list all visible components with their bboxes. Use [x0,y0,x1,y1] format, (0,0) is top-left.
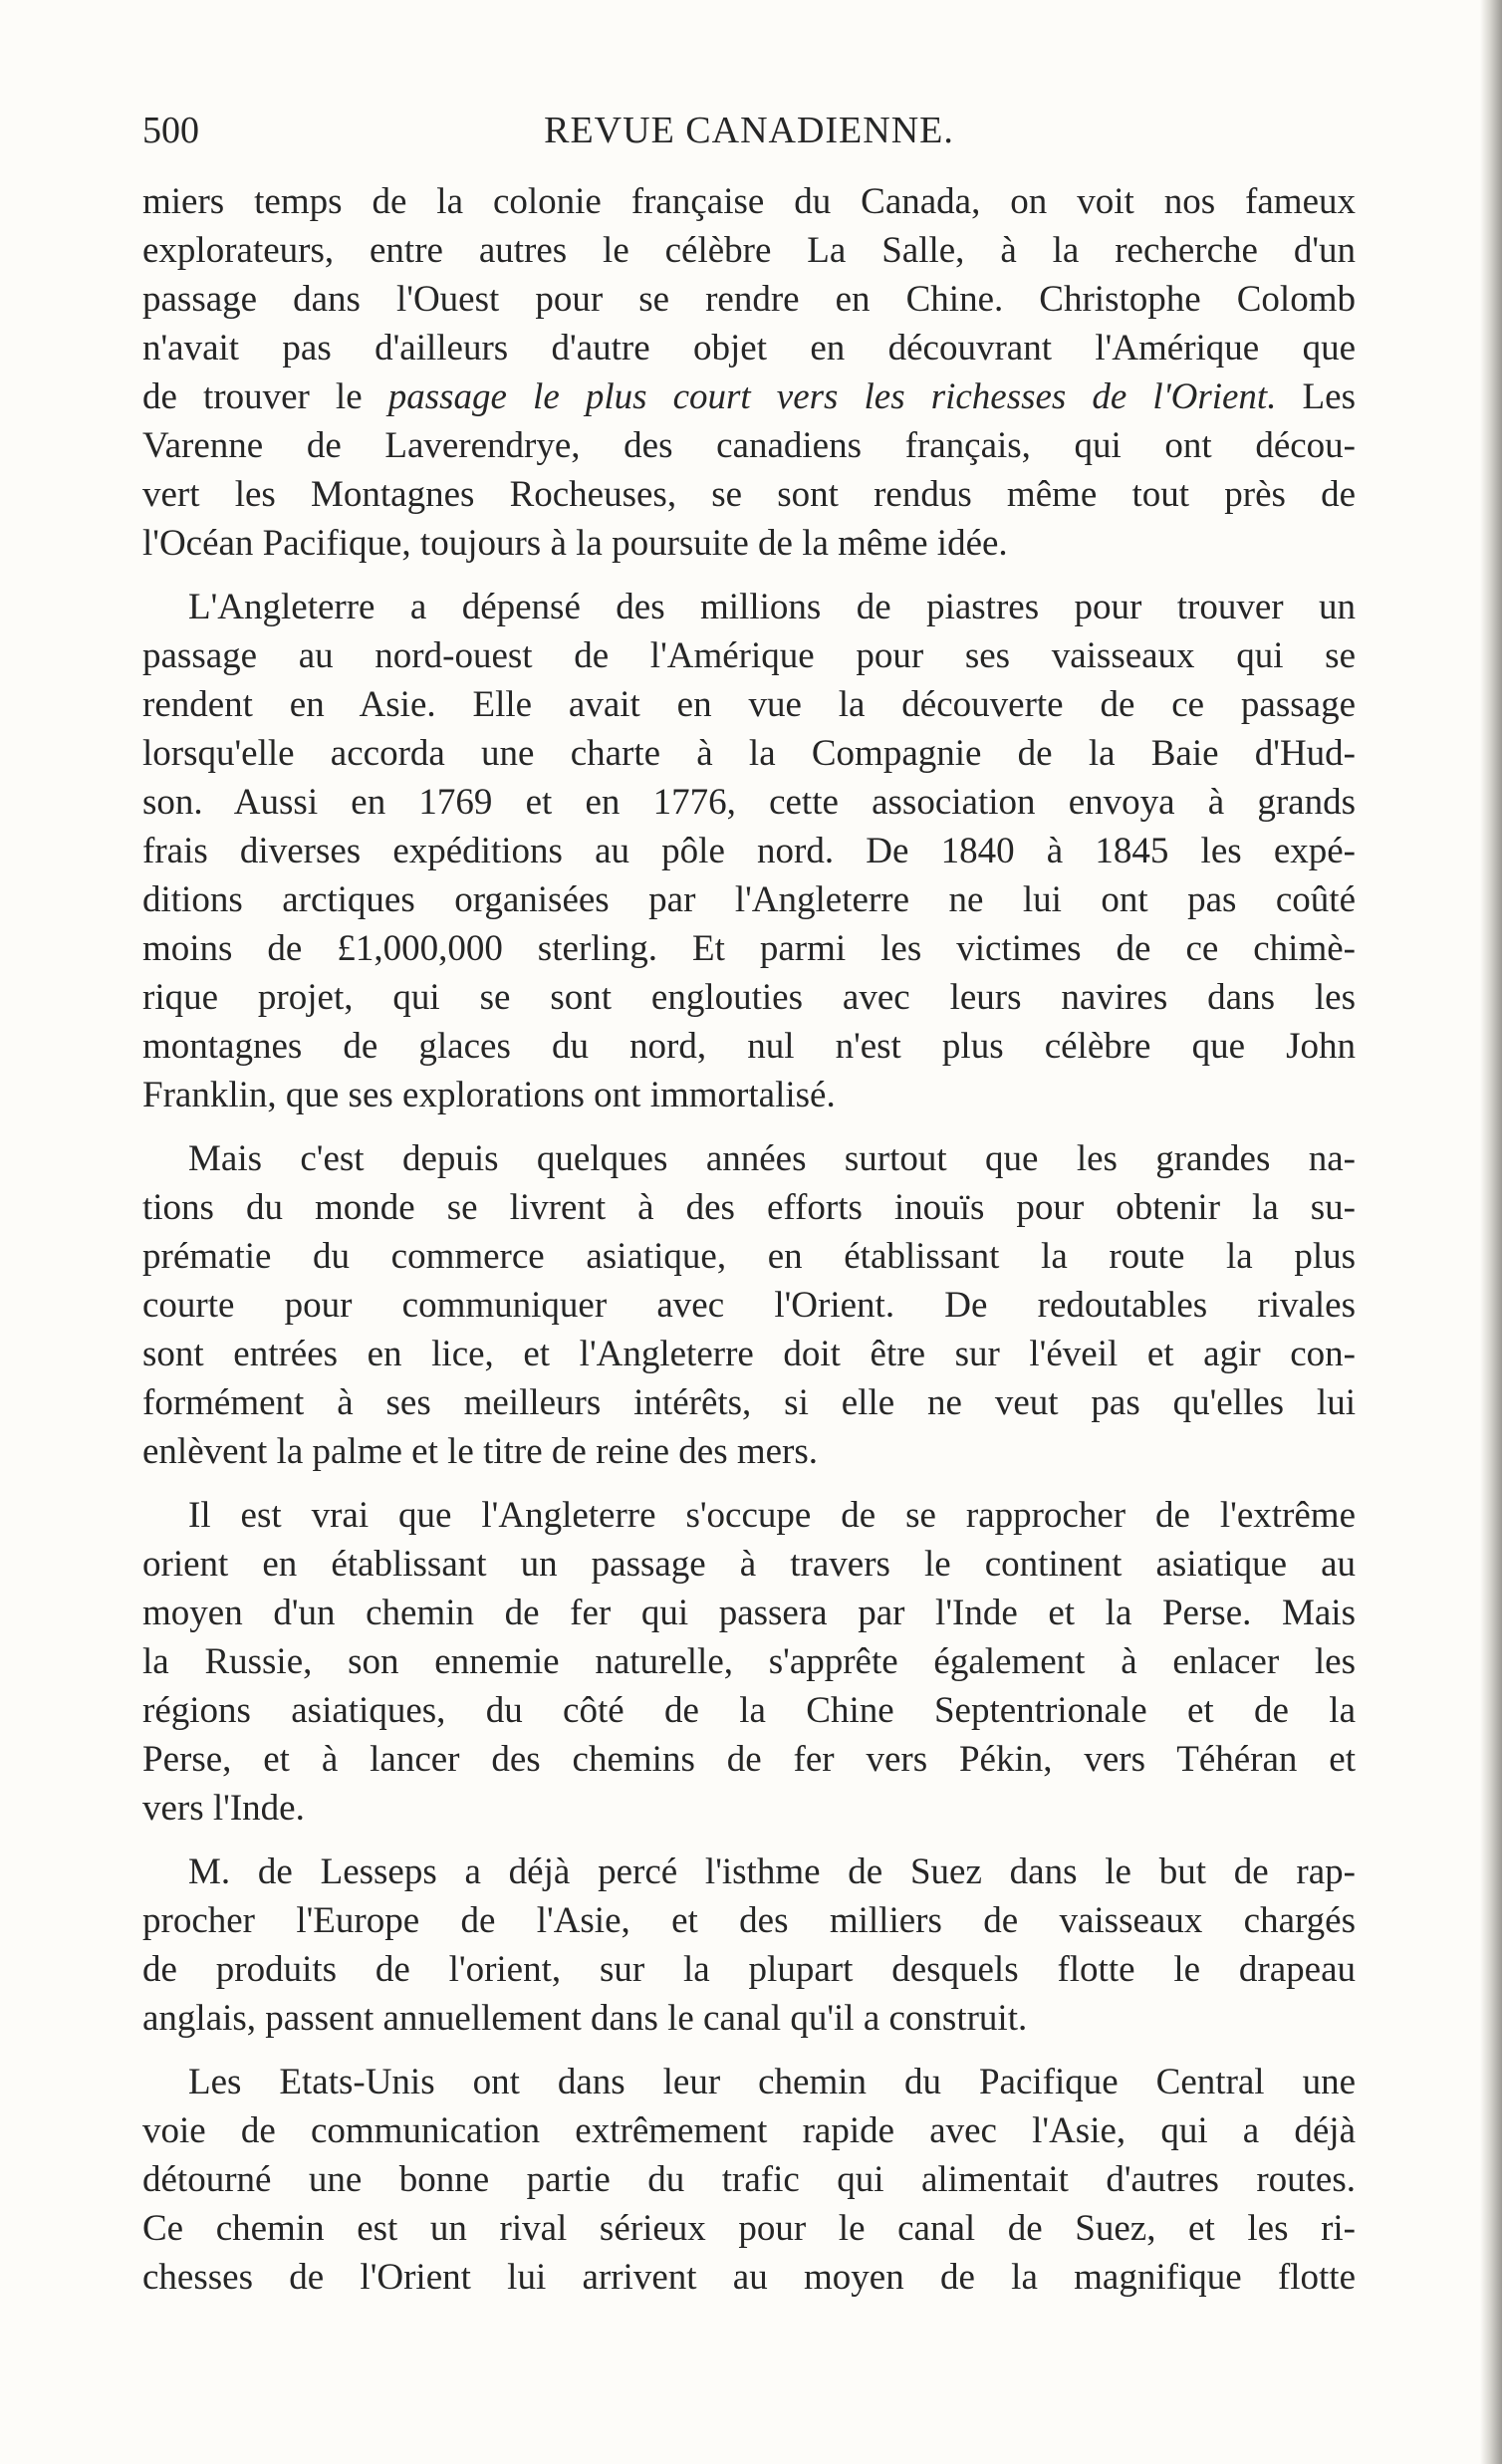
text-line: passage au nord-ouest de l'Amérique pour ses vaisseaux qui se [142,635,1356,676]
text-line: détourné une bonne partie du trafic qui alimentait d'autres routes. [142,2159,1356,2200]
text-line: lorsqu'elle accorda une charte à la Compagnie de la Baie d'Hud- [142,733,1356,774]
text-line: enlèvent la palme et le titre de reine des mers. [142,1431,819,1472]
body-text [142,177,1356,2317]
text-line: frais diverses expéditions au pôle nord. De 1840 à 1845 les expé- [142,831,1356,871]
text-line: chesses de l'Orient lui arrivent au moyen de la magnifique flotte [142,2257,1356,2298]
text-line: l'Océan Pacifique, toujours à la poursuite de la même idée. [142,523,1008,564]
text-line: régions asiatiques, du côté de la Chine Septentrionale et de la [142,1690,1356,1731]
text-line: Franklin, que ses explorations ont immortalisé. [142,1075,836,1115]
text-line: sont entrées en lice, et l'Angleterre doit être sur l'éveil et agir con- [142,1334,1356,1374]
text-line: n'avait pas d'ailleurs d'autre objet en découvrant l'Amérique que [142,328,1356,369]
text-line: explorateurs, entre autres le célèbre La Salle, à la recherche d'un [142,230,1356,271]
text-line: moyen d'un chemin de fer qui passera par l'Inde et la Perse. Mais [142,1593,1356,1633]
text-line: orient en établissant un passage à travers le continent asiatique au [142,1544,1356,1585]
text-segment: Les [1276,376,1356,417]
paragraph-1 [142,177,1356,568]
running-title: REVUE CANADIENNE. [544,110,954,151]
text-line: son. Aussi en 1769 et en 1776, cette association envoya à grands [142,782,1356,823]
text-line: la Russie, son ennemie naturelle, s'apprête également à enlacer les [142,1641,1356,1682]
text-line: formément à ses meilleurs intérêts, si elle ne veut pas qu'elles lui [142,1382,1356,1423]
text-line: procher l'Europe de l'Asie, et des milliers de vaisseaux chargés [142,1900,1356,1941]
text-line: moins de £1,000,000 sterling. Et parmi les victimes de ce chimè- [142,928,1356,969]
text-line: Varenne de Laverendrye, des canadiens français, qui ont décou- [142,425,1356,466]
text-line [142,372,1356,421]
text-line: Perse, et à lancer des chemins de fer vers Pékin, vers Téhéran et [142,1739,1356,1780]
text-line: miers temps de la colonie française du Canada, on voit nos fameux [142,181,1356,222]
paragraph-6 [142,2058,1356,2302]
running-head [142,103,1356,158]
text-line: rendent en Asie. Elle avait en vue la découverte de ce passage [142,684,1356,725]
text-line: ditions arctiques organisées par l'Angleterre ne lui ont pas coûté [142,879,1356,920]
text-line: courte pour communiquer avec l'Orient. De redoutables rivales [142,1285,1356,1326]
page-number: 500 [142,110,199,151]
paragraph-5 [142,1848,1356,2043]
text-segment: de trouver le [142,376,388,417]
text-line: Les Etats-Unis ont dans leur chemin du Pacifique Central une [188,2062,1356,2102]
italic-phrase: passage le plus court vers les richesses de l'Orient. [387,376,1277,417]
text-line: passage dans l'Ouest pour se rendre en Chine. Christophe Colomb [142,279,1356,320]
paragraph-3 [142,1134,1356,1476]
text-line: vert les Montagnes Rocheuses, se sont rendus même tout près de [142,474,1356,515]
text-line: montagnes de glaces du nord, nul n'est plus célèbre que John [142,1026,1356,1067]
text-line: anglais, passent annuellement dans le canal qu'il a construit. [142,1998,1028,2039]
text-line: Ce chemin est un rival sérieux pour le canal de Suez, et les ri- [142,2208,1356,2249]
paragraph-2 [142,583,1356,1119]
text-line: voie de communication extrêmement rapide avec l'Asie, qui a déjà [142,2110,1356,2151]
text-line: M. de Lesseps a déjà percé l'isthme de Suez dans le but de rap- [188,1851,1356,1892]
text-line: vers l'Inde. [142,1788,305,1829]
text-line: tions du monde se livrent à des efforts inouïs pour obtenir la su- [142,1187,1356,1228]
text-line: rique projet, qui se sont englouties avec leurs navires dans les [142,977,1356,1018]
text-line: de produits de l'orient, sur la plupart desquels flotte le drapeau [142,1949,1356,1990]
paragraph-4 [142,1491,1356,1833]
text-line: Il est vrai que l'Angleterre s'occupe de se rapprocher de l'extrême [188,1495,1356,1536]
text-line: Mais c'est depuis quelques années surtout que les grandes na- [188,1138,1356,1179]
page-edge-shadow [1480,0,1502,2464]
text-line: L'Angleterre a dépensé des millions de piastres pour trouver un [188,587,1356,627]
text-line: prématie du commerce asiatique, en établissant la route la plus [142,1236,1356,1277]
